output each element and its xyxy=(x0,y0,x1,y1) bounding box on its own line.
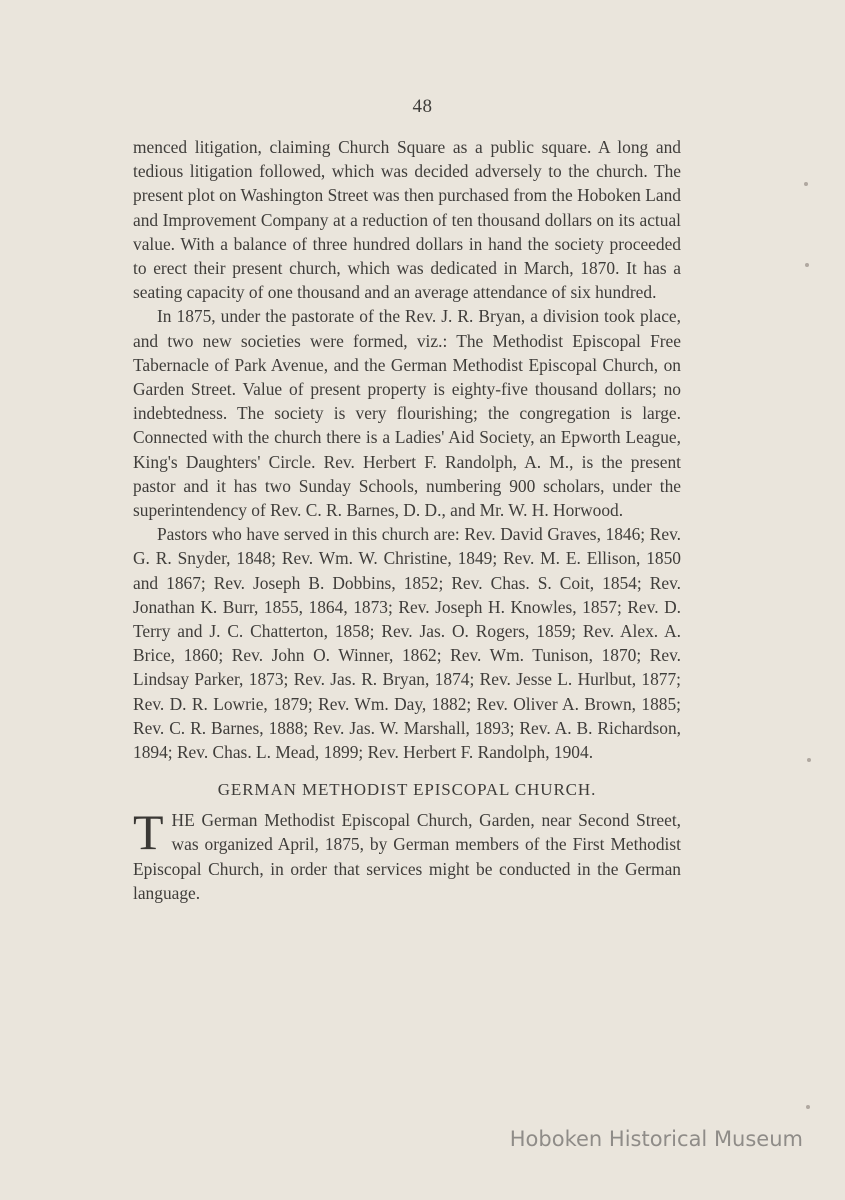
paragraph-1: menced litigation, claiming Church Square as a public square. A long and tedious litigation followed, which was decided adversely to the church. The present plot on Washington Street was then purchased from the Hoboken Land and Improvement Company at a reduction of ten thousand dollars on its actual value. With a balance of three hundred dollars in hand the society proceeded to erect their present church, which was dedicated in March, 1870. It has a seating capacity of one thousand and an average attendance of six hundred. xyxy=(133,137,681,303)
section-text: HE German Methodist Episcopal Church, Garden, near Second Street, was organized April, 1875, by German members of the First Methodist Episcopal Church, in order that services might be conducted in the German language. xyxy=(133,810,681,903)
page-number: 48 xyxy=(412,96,433,117)
section-heading: GERMAN METHODIST EPISCOPAL CHURCH. xyxy=(217,780,597,800)
binding-hole-mark xyxy=(804,182,808,186)
binding-hole-mark xyxy=(805,263,809,267)
binding-hole-mark xyxy=(806,1105,810,1109)
watermark-text: Hoboken Historical Museum xyxy=(509,1127,803,1151)
section-paragraph xyxy=(133,804,681,905)
text-block xyxy=(133,135,681,905)
dropcap-letter: T xyxy=(133,804,164,861)
paragraph-3: Pastors who have served in this church are: Rev. David Graves, 1846; Rev. G. R. Snyder, 1848; Rev. Wm. W. Christine, 1849; Rev. M. E. Ellison, 1850 and 1867; Rev. Joseph B. Dobbins, 1852; Rev. Chas. S. Coit, 1854; Rev. Jonathan K. Burr, 1855, 1864, 1873; Rev. Joseph H. Knowles, 1857; Rev. D. Terry and J. C. Chatterton, 1858; Rev. Jas. O. Rogers, 1859; Rev. Alex. A. Brice, 1860; Rev. John O. Winner, 1862; Rev. Wm. Tunison, 1870; Rev. Lindsay Parker, 1873; Rev. Jas. R. Bryan, 1874; Rev. Jesse L. Hurlbut, 1877; Rev. D. R. Lowrie, 1879; Rev. Wm. Day, 1882; Rev. Oliver A. Brown, 1885; Rev. C. R. Barnes, 1888; Rev. Jas. W. Marshall, 1893; Rev. A. B. Richardson, 1894; Rev. Chas. L. Mead, 1899; Rev. Herbert F. Randolph, 1904. xyxy=(133,524,681,763)
binding-hole-mark xyxy=(807,758,811,762)
paragraph-2: In 1875, under the pastorate of the Rev. J. R. Bryan, a division took place, and two new societies were formed, viz.: The Methodist Episcopal Free Tabernacle of Park Avenue, and the German Methodist Episcopal Church, on Garden Street. Value of present property is eighty-five thousand dollars; no indebtedness. The society is very flourishing; the congregation is large. Connected with the church there is a Ladies' Aid Society, an Epworth League, King's Daughters' Circle. Rev. Herbert F. Randolph, A. M., is the present pastor and it has two Sunday Schools, numbering 900 scholars, under the superintendency of Rev. C. R. Barnes, D. D., and Mr. W. H. Horwood. xyxy=(133,306,681,521)
